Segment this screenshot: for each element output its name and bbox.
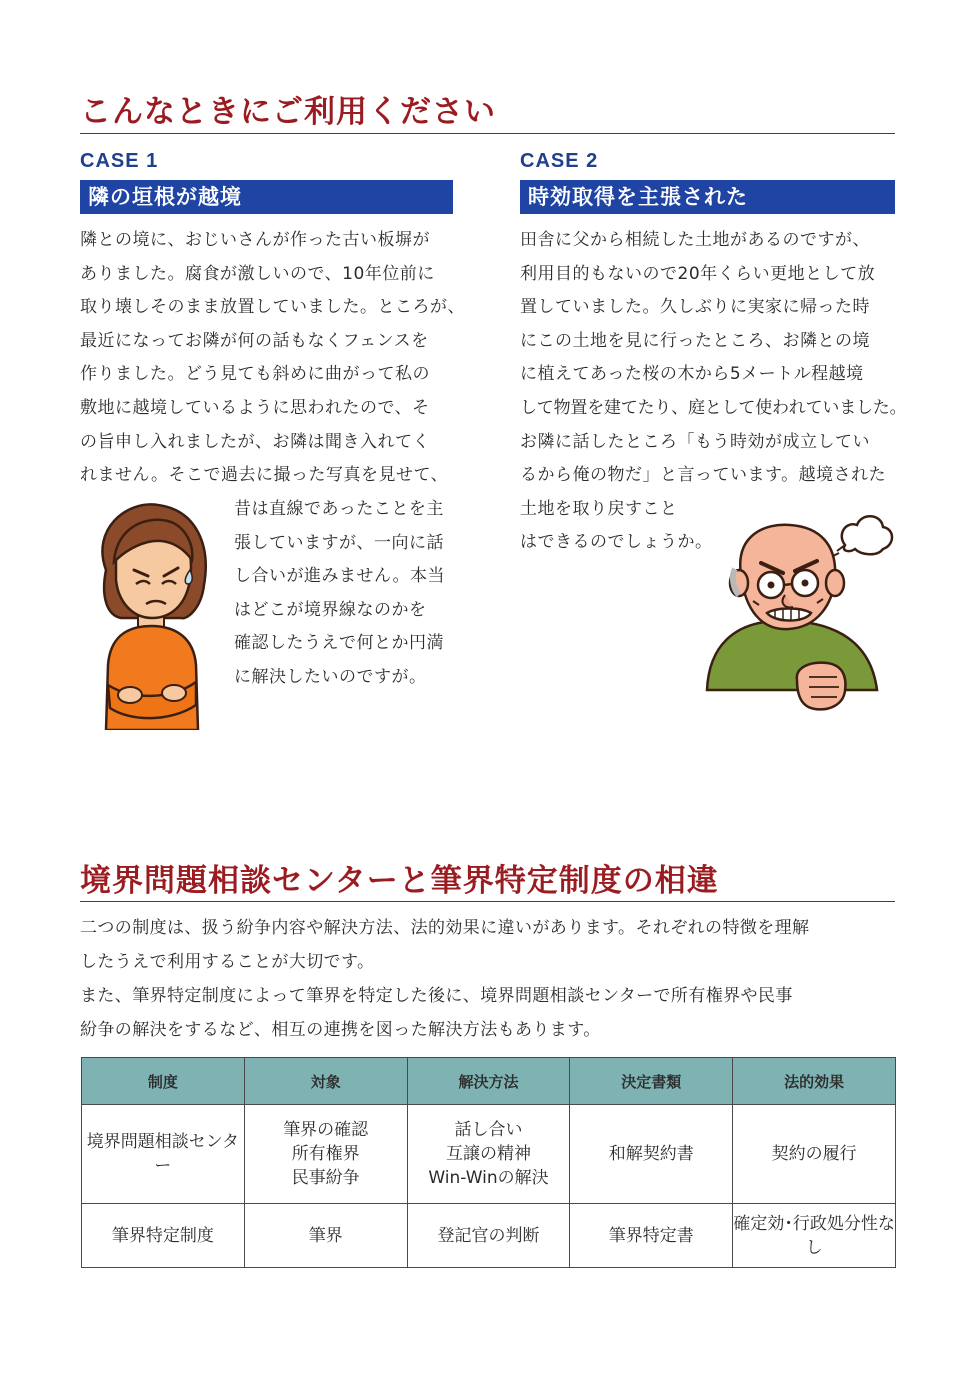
comparison-table: [81, 1057, 896, 1268]
case1-line: の旨申し入れましたが、お隣は聞き入れてく: [80, 431, 430, 452]
cell-method: [407, 1105, 570, 1204]
case1-line: 取り壊しそのまま放置していました。ところが、: [80, 297, 465, 318]
cell-system: 筆界特定制度: [82, 1204, 245, 1268]
heading-divider: [80, 901, 895, 902]
case2-line: して物置を建てたり、庭として使われていました。: [520, 397, 907, 418]
header-effect: 法的効果: [733, 1058, 896, 1105]
heading-divider: [80, 133, 895, 134]
cell-line: Win-Winの解決: [428, 1168, 549, 1188]
header-system: 制度: [82, 1058, 245, 1105]
case2-line: るから俺の物だ」と言っています。越境された: [520, 465, 887, 486]
paragraph-line: 二つの制度は、扱う紛争内容や解決方法、法的効果に違いがあります。それぞれの特徴を理解: [80, 918, 810, 938]
cell-target: [244, 1105, 407, 1204]
cell-effect: 契約の履行: [733, 1105, 896, 1204]
cell-line: 互譲の精神: [445, 1144, 531, 1164]
case2-line: 置していました。久しぶりに実家に帰った時: [520, 297, 870, 318]
section-heading-comparison: 境界問題相談センターと筆界特定制度の相違: [80, 863, 719, 899]
paragraph-line: 紛争の解決をするなど、相互の連携を図った解決方法もあります。: [80, 1020, 601, 1040]
case1-line: はどこが境界線なのかを: [234, 599, 427, 620]
cell-document: 和解契約書: [570, 1105, 733, 1204]
cell-line: 筆界の確認: [283, 1120, 369, 1140]
cell-effect: 確定効･行政処分性なし: [733, 1204, 896, 1268]
case1-line: 敷地に越境しているように思われたので、そ: [80, 397, 430, 418]
case1-line: 作りました。どう見ても斜めに曲がって私の: [80, 364, 430, 385]
case2-line: お隣に話したところ「もう時効が成立してい: [520, 431, 870, 452]
worried-woman-illustration: [86, 500, 216, 730]
case2-label: CASE 2: [520, 150, 599, 172]
case1-line: 昔は直線であったことを主: [234, 499, 444, 519]
cell-line: 民事紛争: [291, 1168, 360, 1188]
case2-line: 土地を取り戻すこと: [520, 498, 678, 519]
cell-method: 登記官の判断: [407, 1204, 570, 1268]
cell-system: 境界問題相談センター: [82, 1105, 245, 1204]
case1-line: に解決したいのですが。: [234, 666, 427, 687]
case1-text: [80, 224, 465, 493]
case2-line: 利用目的もないので20年くらい更地として放: [520, 263, 876, 284]
case1-line: 隣との境に、おじいさんが作った古い板塀が: [80, 230, 430, 250]
comparison-paragraph: [80, 911, 809, 1047]
case1-line: し合いが進みません。本当: [234, 566, 446, 587]
cell-line: 話し合い: [454, 1120, 523, 1140]
table-row: [82, 1105, 896, 1204]
cell-line: 所有権界: [291, 1144, 360, 1164]
header-method: 解決方法: [407, 1058, 570, 1105]
table-header-row: [82, 1058, 896, 1105]
table-row: [82, 1204, 896, 1268]
angry-old-man-illustration: [705, 505, 895, 725]
case1-label: CASE 1: [80, 150, 159, 172]
cell-target: 筆界: [244, 1204, 407, 1268]
case2-line: に植えてあった桜の木から5メートル程越境: [520, 364, 864, 385]
case1-title-bar: 隣の垣根が越境: [80, 180, 453, 214]
header-document: 決定書類: [570, 1058, 733, 1105]
case2-line: にこの土地を見に行ったところ、お隣との境: [520, 330, 870, 351]
cell-document: 筆界特定書: [570, 1204, 733, 1268]
case1-text-wrap: [234, 493, 445, 695]
case2-line: はできるのでしょうか。: [520, 532, 713, 553]
case1-line: ありました。腐食が激しいので、10年位前に: [80, 263, 435, 284]
header-target: 対象: [244, 1058, 407, 1105]
case1-line: 張していますが、一向に話: [234, 532, 444, 553]
paragraph-line: したうえで利用することが大切です。: [80, 952, 375, 972]
case1-line: れません。そこで過去に撮った写真を見せて、: [80, 465, 449, 486]
case2-line: 田舎に父から相続した土地があるのですが、: [520, 230, 870, 250]
case1-line: 最近になってお隣が何の話もなくフェンスを: [80, 330, 429, 351]
case2-title-bar: 時効取得を主張された: [520, 180, 895, 214]
paragraph-line: また、筆界特定制度によって筆界を特定した後に、境界問題相談センターで所有権界や民事: [80, 986, 793, 1006]
section-heading-usage: こんなときにご利用ください: [80, 94, 496, 130]
case1-line: 確認したうえで何とか円満: [234, 633, 444, 654]
